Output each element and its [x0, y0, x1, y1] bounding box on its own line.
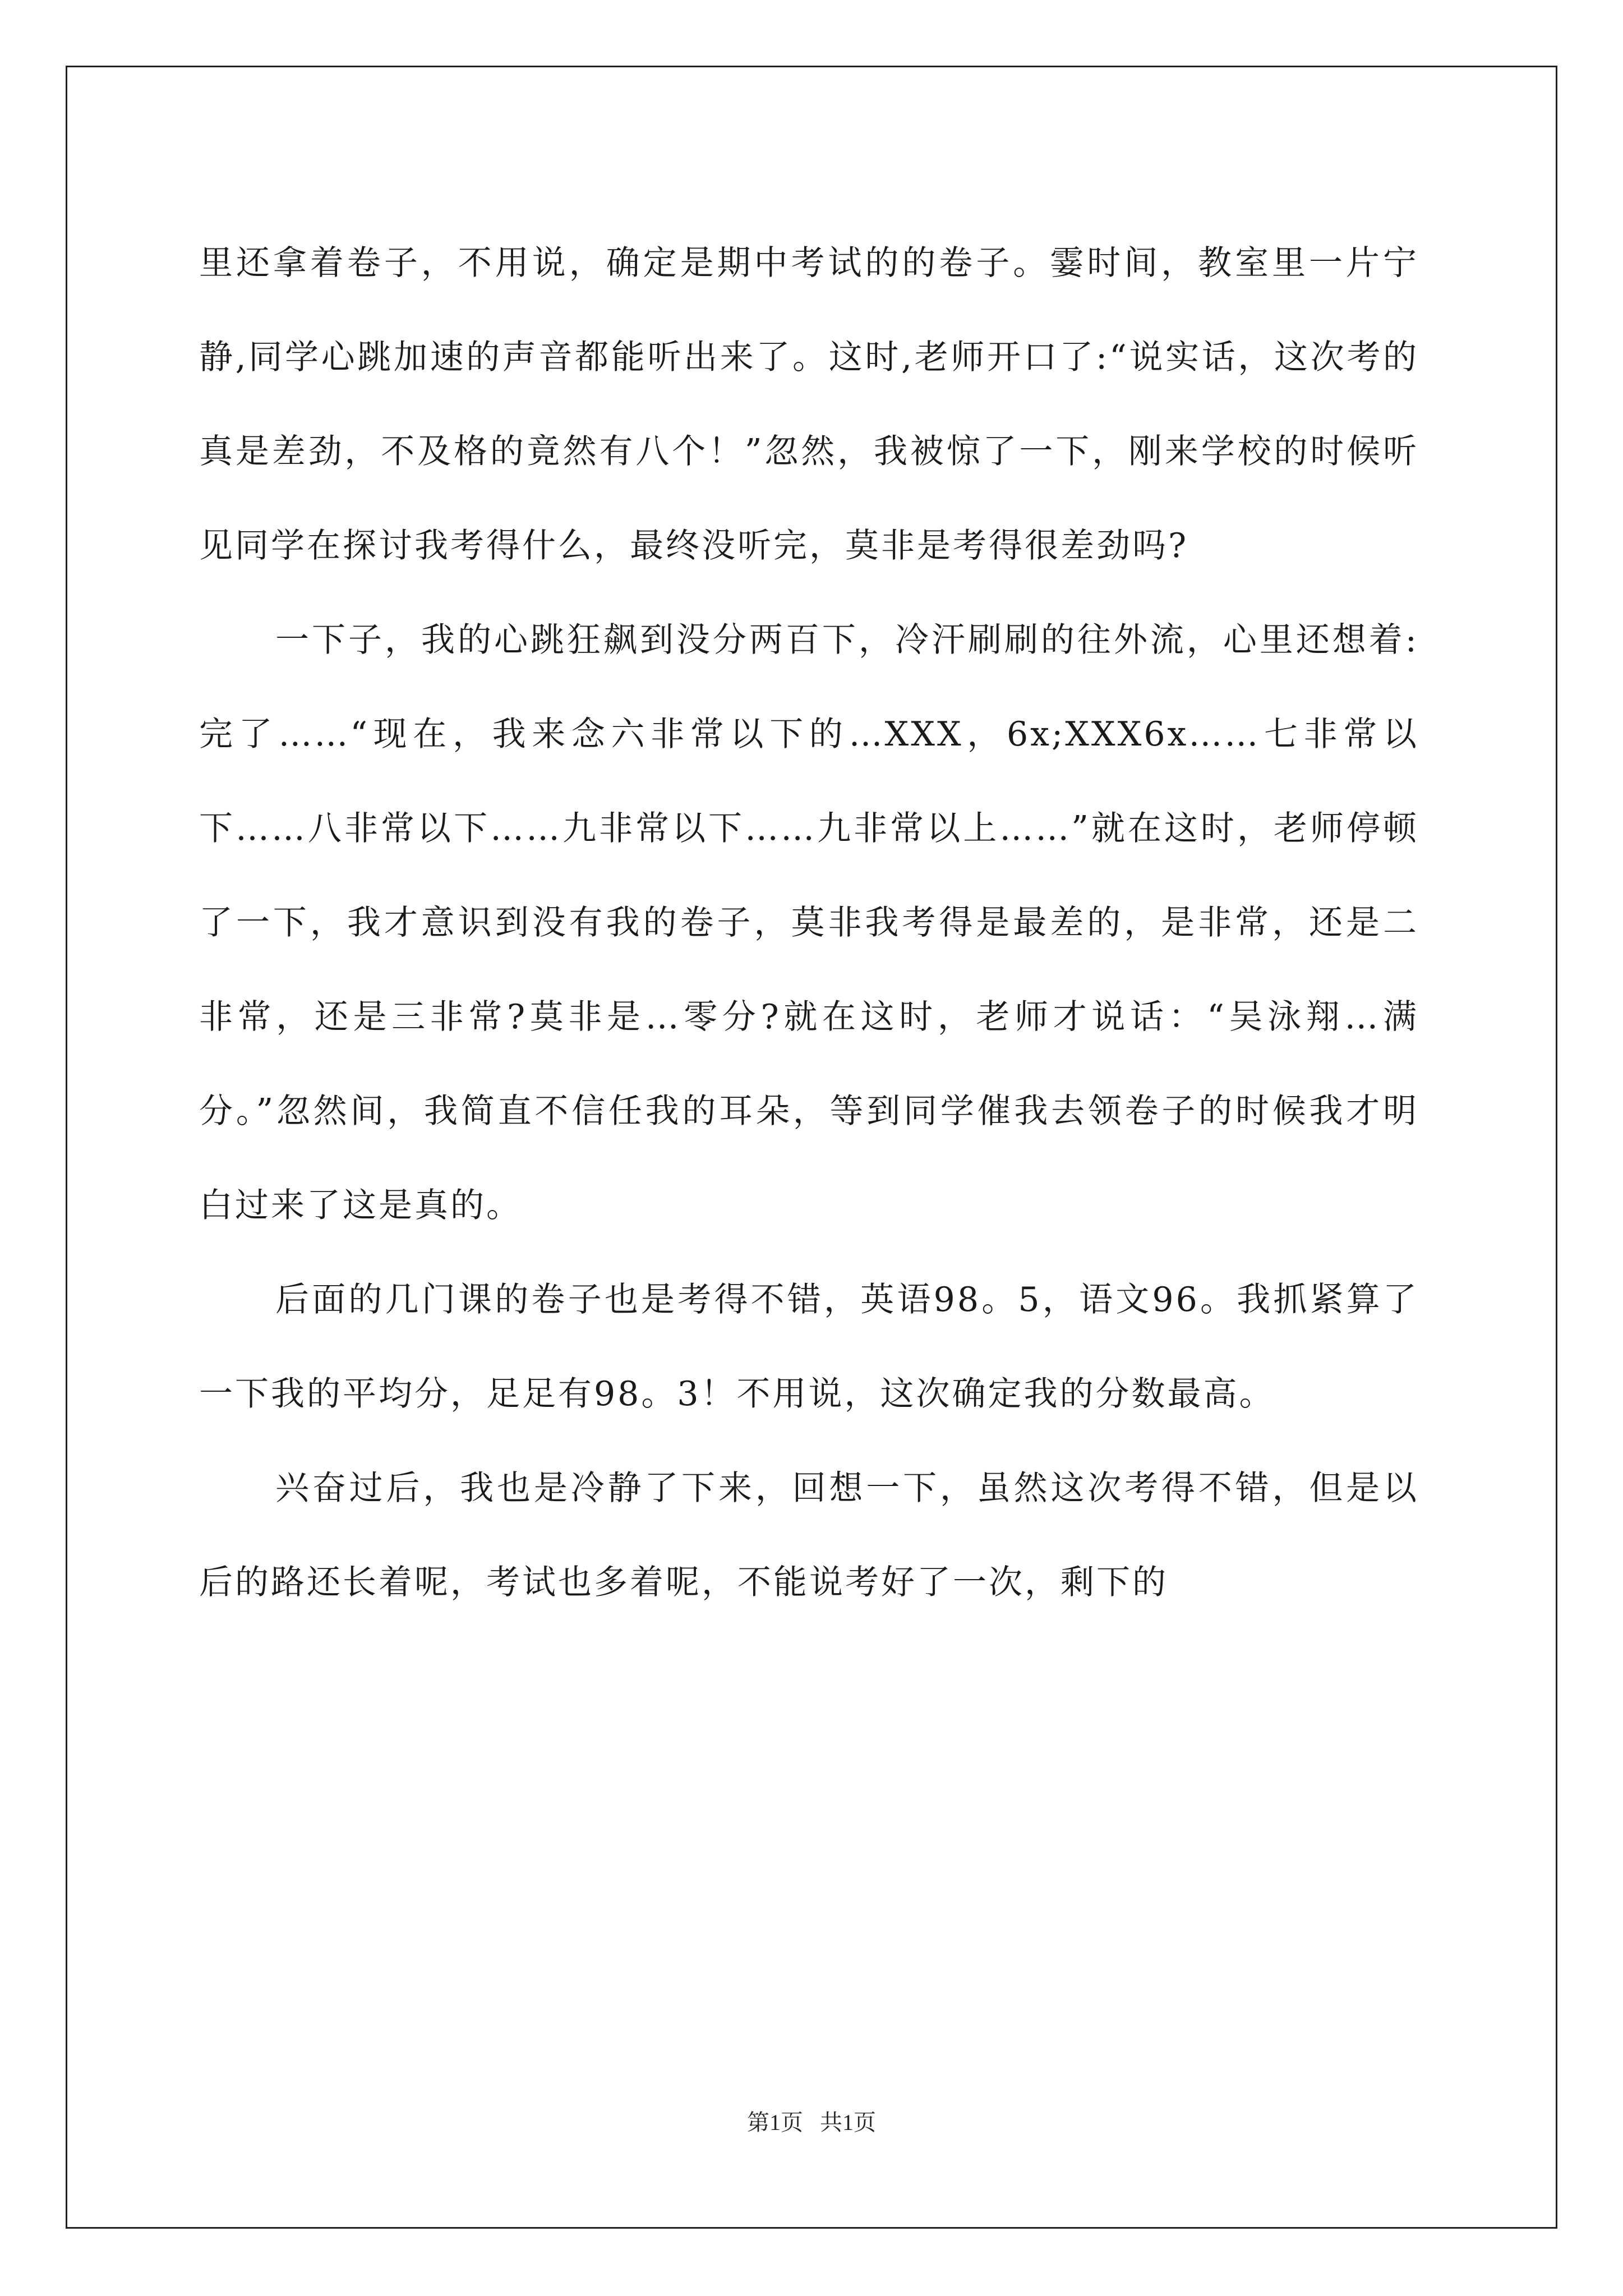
- page-total: 共1页: [820, 2110, 876, 2135]
- footer-spacer: [803, 2110, 820, 2135]
- paragraph: 后面的几门课的卷子也是考得不错，英语98。5，语文96。我抓紧算了一下我的平均分，足足有98。3！不用说，这次确定我的分数最高。: [199, 1280, 1419, 1414]
- paragraph: 一下子，我的心跳狂飙到没分两百下，冷汗刷刷的往外流，心里还想着:完了……“现在，我来念六非常以下的…XXX，6x;XXX6x……七非常以下……八非常以下……九非常以下……九非常以上……”就在这时，老师停顿了一下，我才意识到没有我的卷子，莫非我考得是最差的，是非常，还是二非常，还是三非常?莫非是…零分?就在这时，老师才说话：“吴泳翔…满分。”忽然间，我简直不信任我的耳朵，等到同学催我去领卷子的时候我才明白过来了这是真的。: [199, 620, 1419, 1225]
- page-footer: [0, 2105, 1623, 2137]
- page-number: 第1页: [747, 2110, 803, 2135]
- document-body: [199, 216, 1419, 1630]
- paragraph: 里还拿着卷子，不用说，确定是期中考试的的卷子。霎时间，教室里一片宁静,同学心跳加速的声音都能听出来了。这时,老师开口了:“说实话，这次考的真是差劲，不及格的竟然有八个！”忽然，我被惊了一下，刚来学校的时候听见同学在探讨我考得什么，最终没听完，莫非是考得很差劲吗?: [199, 243, 1419, 565]
- paragraph: 兴奋过后，我也是冷静了下来，回想一下，虽然这次考得不错，但是以后的路还长着呢，考试也多着呢，不能说考好了一次，剩下的: [199, 1469, 1419, 1602]
